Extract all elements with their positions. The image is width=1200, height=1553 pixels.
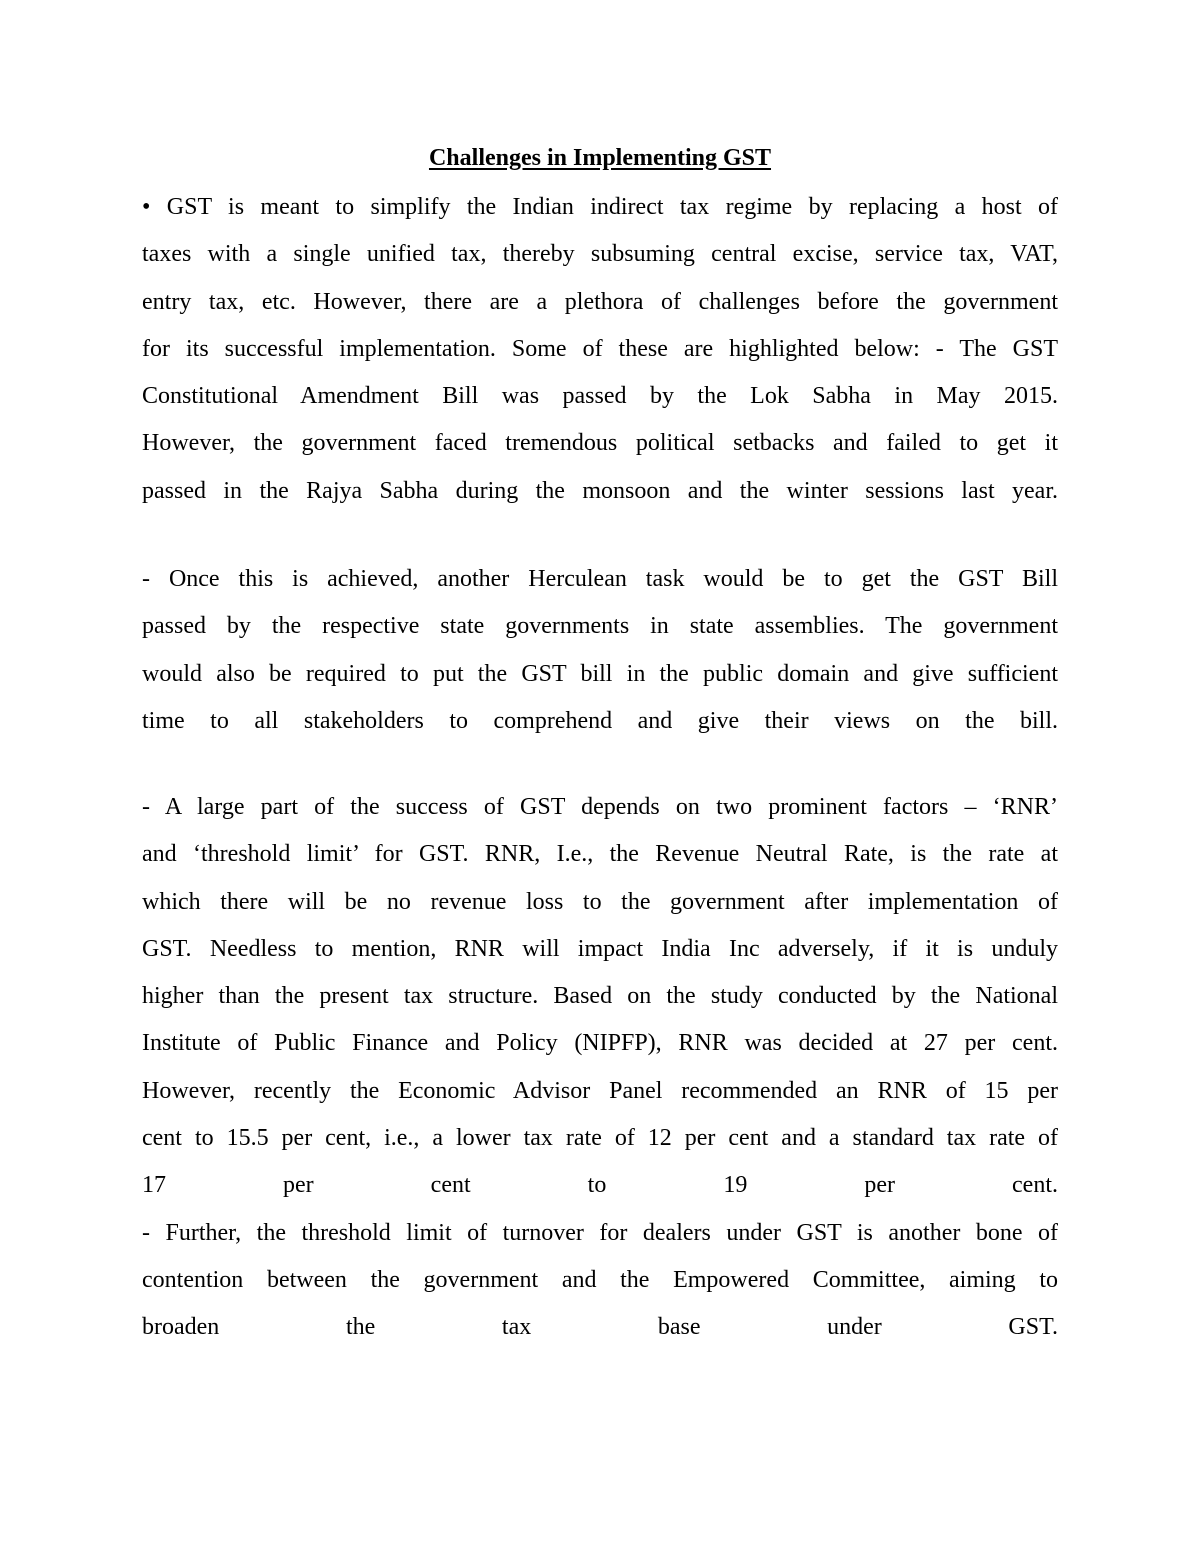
- text-line: GST. Needless to mention, RNR will impact India Inc adversely, if it is unduly: [142, 935, 1058, 962]
- text-line: higher than the present tax structure. Based on the study conducted by the National: [142, 983, 1058, 1010]
- text-line: cent to 15.5 per cent, i.e., a lower tax rate of 12 per cent and a standard tax rate of: [142, 1125, 1058, 1152]
- paragraph-rnr-threshold: [142, 784, 1058, 1352]
- page-title: Challenges in Implementing GST: [428, 145, 772, 171]
- paragraph-state-assemblies: [142, 556, 1058, 745]
- text-line: which there will be no revenue loss to the government after implementation of: [142, 888, 1058, 915]
- text-line: passed in the Rajya Sabha during the monsoon and the winter sessions last year.: [142, 477, 1058, 504]
- text-line: Constitutional Amendment Bill was passed by the Lok Sabha in May 2015.: [142, 383, 1058, 410]
- text-line: time to all stakeholders to comprehend and give their views on the bill.: [142, 707, 1058, 734]
- text-line: Institute of Public Finance and Policy (NIPFP), RNR was decided at 27 per cent.: [142, 1030, 1058, 1057]
- text-line: 17 per cent to 19 per cent.: [142, 1172, 1058, 1199]
- text-line: and ‘threshold limit’ for GST. RNR, I.e., the Revenue Neutral Rate, is the rate at: [142, 841, 1058, 868]
- text-line: However, the government faced tremendous political setbacks and failed to get it: [142, 430, 1058, 457]
- text-line: However, recently the Economic Advisor Panel recommended an RNR of 15 per: [142, 1077, 1058, 1104]
- text-line: • GST is meant to simplify the Indian indirect tax regime by replacing a host of: [142, 194, 1058, 220]
- text-line: taxes with a single unified tax, thereby subsuming central excise, service tax, VAT,: [142, 241, 1058, 268]
- text-line: - Further, the threshold limit of turnover for dealers under GST is another bone of: [142, 1219, 1058, 1246]
- text-line: - A large part of the success of GST depends on two prominent factors – ‘RNR’: [142, 794, 1058, 820]
- text-line: - Once this is achieved, another Herculean task would be to get the GST Bill: [142, 566, 1058, 592]
- text-line: entry tax, etc. However, there are a plethora of challenges before the government: [142, 288, 1058, 315]
- text-line: for its successful implementation. Some of these are highlighted below: - The GST: [142, 335, 1058, 362]
- text-line: passed by the respective state governments in state assemblies. The government: [142, 613, 1058, 640]
- text-line: would also be required to put the GST bill in the public domain and give sufficient: [142, 660, 1058, 687]
- paragraph-intro: [142, 184, 1058, 515]
- text-line: broaden the tax base under GST.: [142, 1314, 1058, 1341]
- text-line: contention between the government and the Empowered Committee, aiming to: [142, 1266, 1058, 1293]
